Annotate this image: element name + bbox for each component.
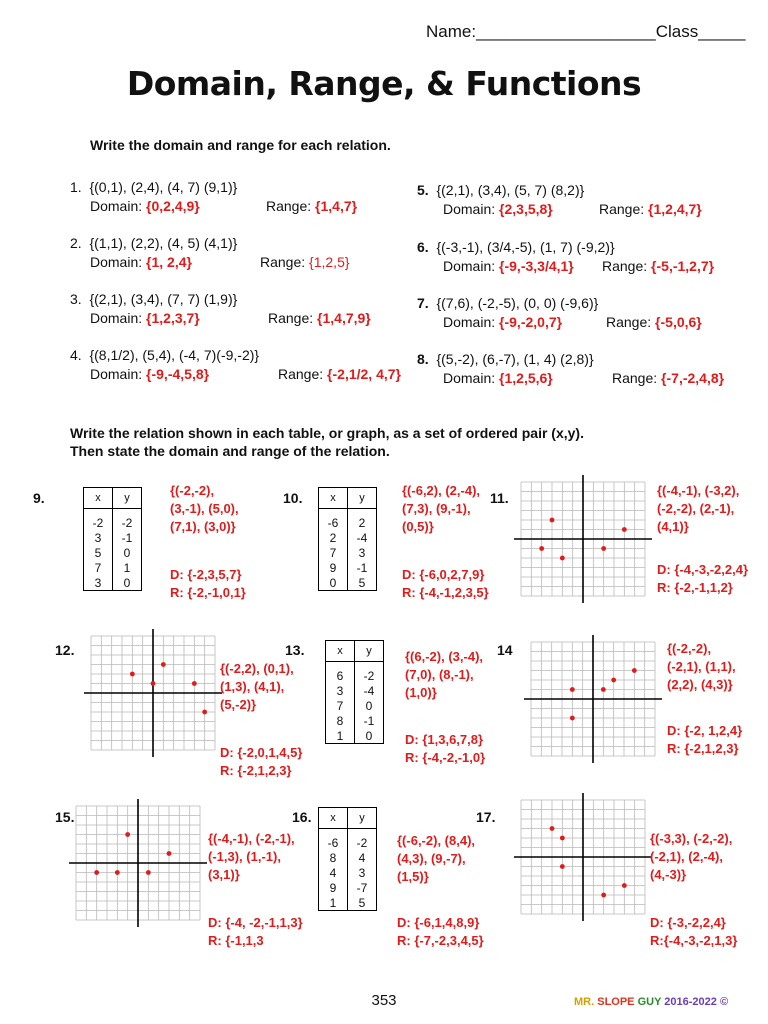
domain-range-answer — [402, 566, 489, 602]
plotted-point — [192, 681, 197, 686]
plotted-point — [622, 527, 627, 532]
domain-range-answer — [650, 914, 737, 950]
xy-table — [318, 487, 377, 591]
plotted-point — [560, 836, 565, 841]
range-label: Range: — [599, 201, 645, 217]
problem-5-domain — [443, 200, 553, 219]
table-row — [326, 728, 383, 743]
plotted-point — [146, 870, 151, 875]
table-row — [319, 509, 376, 531]
plotted-point — [130, 672, 135, 677]
x-cell: 3 — [84, 575, 113, 590]
domain-label: Domain: — [90, 366, 143, 382]
domain-answer: {-9,-2,0,7} — [499, 314, 563, 330]
table-row — [319, 895, 376, 910]
y-cell: 0 — [365, 728, 373, 743]
y-cell: 1 — [123, 560, 131, 575]
column-header-x: x — [84, 488, 113, 509]
problem-6-range — [602, 257, 714, 276]
answer-line: (4,-3)} — [650, 867, 687, 882]
section2-instruction-line2: Then state the domain and range of the relation. — [70, 443, 390, 459]
relation-answer — [650, 830, 732, 884]
problem-6-domain — [443, 257, 574, 276]
brand-guy: GUY — [637, 996, 662, 1008]
problem-3-relation — [70, 290, 237, 309]
plotted-point — [560, 864, 565, 869]
problem-number: 8. — [417, 351, 429, 367]
problem-number: 15. — [55, 809, 75, 825]
y-cell: 0 — [123, 545, 131, 560]
page-title: Domain, Range, & Functions — [126, 64, 642, 103]
graph-container — [83, 628, 223, 758]
xy-table — [318, 807, 377, 911]
problem-8-range — [612, 369, 724, 388]
table-row — [84, 509, 141, 531]
plotted-point — [622, 883, 627, 888]
relation-set: {(7,6), (-2,-5), (0, 0) (-9,6)} — [436, 295, 599, 311]
answer-line: (-1,3), (1,-1), — [208, 849, 281, 864]
y-cell: -7 — [356, 880, 368, 895]
plotted-point — [570, 716, 575, 721]
x-cell: 8 — [319, 850, 348, 865]
problem-8-domain — [443, 369, 553, 388]
range-answer: R: {-1,1,3 — [208, 933, 264, 948]
domain-answer: {1, 2,4} — [146, 254, 192, 270]
relation-set: {(1,1), (2,2), (4, 5) (4,1)} — [89, 235, 238, 251]
answer-line: (3,1)} — [208, 867, 240, 882]
range-answer: {-7,-2,4,8} — [661, 370, 725, 386]
relation-answer — [667, 640, 736, 694]
table-row — [319, 575, 376, 590]
range-label: Range: — [260, 254, 306, 270]
problem-number: 16. — [292, 809, 312, 825]
y-cell: -1 — [363, 713, 375, 728]
graph-container — [513, 792, 653, 922]
graph-container — [513, 474, 653, 604]
answer-line: (3,-1), (5,0), — [170, 501, 239, 516]
relation-set: {(5,-2), (6,-7), (1, 4) (2,8)} — [436, 351, 594, 367]
x-cell: 7 — [326, 698, 355, 713]
range-label: Range: — [606, 314, 652, 330]
column-header-x: x — [326, 641, 355, 662]
relation-answer — [657, 482, 739, 536]
range-answer: {1,2,4,7} — [648, 201, 702, 217]
y-cell: 0 — [365, 698, 373, 713]
range-answer: {1,4,7} — [315, 198, 358, 214]
domain-answer: D: {-2,0,1,4,5} — [220, 745, 303, 760]
column-header-x: x — [319, 488, 348, 509]
answer-line: {(-4,-1), (-2,-1), — [208, 831, 295, 846]
column-header-y: y — [355, 641, 384, 662]
problem-number: 14 — [497, 642, 513, 658]
table-row — [84, 530, 141, 545]
y-cell: 2 — [358, 515, 366, 530]
domain-range-answer — [170, 566, 246, 602]
coordinate-graph — [523, 634, 663, 764]
answer-line: {(-2,-2), — [667, 641, 712, 656]
y-cell: -1 — [121, 530, 133, 545]
plotted-point — [601, 546, 606, 551]
domain-answer: {-9,-4,5,8} — [146, 366, 210, 382]
plotted-point — [560, 556, 565, 561]
relation-set: {(8,1/2), (5,4), (-4, 7)(-9,-2)} — [89, 347, 260, 363]
answer-line: (4,3), (9,-7), — [397, 851, 466, 866]
table-row — [84, 560, 141, 575]
answer-line: {(-3,3), (-2,-2), — [650, 831, 733, 846]
brand-logo — [574, 996, 728, 1008]
problem-5-relation — [417, 181, 584, 200]
plotted-point — [167, 851, 172, 856]
relation-answer — [405, 648, 483, 702]
table-row — [326, 662, 383, 684]
table-row — [326, 713, 383, 728]
domain-range-answer — [405, 731, 485, 767]
coordinate-graph — [513, 474, 653, 604]
problem-number: 1. — [70, 179, 82, 195]
problem-2-range — [260, 253, 350, 272]
problem-4-domain — [90, 365, 209, 384]
section2-instruction-line1: Write the relation shown in each table, or graph, as a set of ordered pair (x,y). — [70, 425, 584, 441]
y-cell: -2 — [363, 668, 375, 683]
y-cell: 3 — [358, 545, 366, 560]
domain-answer: {1,2,5,6} — [499, 370, 553, 386]
range-answer: R: {-2,1,2,3} — [667, 741, 739, 756]
domain-answer: {-9,-3,3/4,1} — [499, 258, 574, 274]
table-container — [318, 807, 377, 911]
table-container — [83, 487, 142, 591]
problem-2-domain — [90, 253, 192, 272]
domain-range-answer — [220, 744, 302, 780]
domain-label: Domain: — [90, 254, 143, 270]
x-cell: -6 — [319, 829, 348, 851]
domain-range-answer — [667, 722, 742, 758]
problem-7-domain — [443, 313, 562, 332]
problem-number: 17. — [476, 809, 496, 825]
domain-answer: {2,3,5,8} — [499, 201, 553, 217]
range-answer: R: {-2,1,2,3} — [220, 763, 292, 778]
answer-line: {(-6,2), (2,-4), — [402, 483, 481, 498]
range-label: Range: — [602, 258, 648, 274]
answer-line: (1,3), (4,1), — [220, 679, 285, 694]
problem-1-range — [266, 197, 357, 216]
domain-label: Domain: — [443, 258, 496, 274]
domain-answer: D: {-2,3,5,7} — [170, 567, 242, 582]
name-class-line: Name:___________________Class_____ — [426, 22, 746, 41]
domain-answer: {0,2,4,9} — [146, 198, 200, 214]
domain-label: Domain: — [90, 310, 143, 326]
x-cell: 3 — [326, 683, 355, 698]
x-cell: 9 — [319, 560, 348, 575]
problem-number: 11. — [490, 490, 509, 506]
table-row — [319, 865, 376, 880]
domain-answer: {1,2,3,7} — [146, 310, 200, 326]
problem-number: 7. — [417, 295, 429, 311]
range-answer: {-2,1/2, 4,7} — [327, 366, 401, 382]
section1-instruction: Write the domain and range for each relation. — [90, 137, 391, 153]
table-row — [84, 575, 141, 590]
answer-line: (1,0)} — [405, 685, 437, 700]
x-cell: 7 — [84, 560, 113, 575]
problem-1-domain — [90, 197, 200, 216]
answer-line: (4,1)} — [657, 519, 689, 534]
answer-line: (-2,1), (1,1), — [667, 659, 736, 674]
domain-answer: D: {-6,0,2,7,9} — [402, 567, 485, 582]
problem-2-relation — [70, 234, 237, 253]
x-cell: 8 — [326, 713, 355, 728]
coordinate-graph — [513, 792, 653, 922]
y-cell: 5 — [358, 895, 366, 910]
problem-number: 6. — [417, 239, 429, 255]
xy-table — [83, 487, 142, 591]
y-cell: 4 — [358, 850, 366, 865]
answer-line: {(-2,2), (0,1), — [220, 661, 294, 676]
problem-4-range — [278, 365, 401, 384]
x-cell: 1 — [319, 895, 348, 910]
range-answer: {1,2,5} — [309, 254, 350, 270]
problem-3-range — [268, 309, 371, 328]
domain-range-answer — [397, 914, 484, 950]
problem-number: 4. — [70, 347, 82, 363]
plotted-point — [550, 518, 555, 523]
plotted-point — [94, 870, 99, 875]
graph-container — [68, 798, 208, 928]
answer-line: (7,3), (9,-1), — [402, 501, 471, 516]
column-header-y: y — [113, 488, 142, 509]
y-cell: 0 — [123, 575, 131, 590]
range-answer: R: {-2,-1,1,2} — [657, 580, 733, 595]
domain-answer: D: {-3,-2,2,4} — [650, 915, 726, 930]
range-answer: {1,4,7,9} — [317, 310, 371, 326]
answer-line: {(-4,-1), (-3,2), — [657, 483, 740, 498]
x-cell: 2 — [319, 530, 348, 545]
relation-answer — [208, 830, 295, 884]
range-answer: R: {-4,-1,2,3,5} — [402, 585, 489, 600]
plotted-point — [161, 662, 166, 667]
problem-number: 3. — [70, 291, 82, 307]
plotted-point — [570, 687, 575, 692]
range-label: Range: — [268, 310, 314, 326]
range-label: Range: — [278, 366, 324, 382]
plotted-point — [151, 681, 156, 686]
domain-answer: D: {-2, 1,2,4} — [667, 723, 743, 738]
y-cell: -4 — [363, 683, 375, 698]
domain-label: Domain: — [443, 201, 496, 217]
plotted-point — [539, 546, 544, 551]
problem-number: 10. — [283, 490, 303, 506]
table-row — [319, 880, 376, 895]
answer-line: (-2,1), (2,-4), — [650, 849, 723, 864]
problem-7-range — [606, 313, 702, 332]
range-label: Range: — [612, 370, 658, 386]
problem-number: 9. — [33, 490, 45, 506]
domain-answer: D: {-6,1,4,8,9} — [397, 915, 480, 930]
answer-line: (7,0), (8,-1), — [405, 667, 474, 682]
answer-line: (5,-2)} — [220, 697, 257, 712]
brand-years: 2016-2022 © — [664, 996, 729, 1008]
brand-slope: SLOPE — [597, 996, 635, 1008]
x-cell: 7 — [319, 545, 348, 560]
problem-7-relation — [417, 294, 598, 313]
x-cell: 6 — [326, 662, 355, 684]
y-cell: -1 — [356, 560, 368, 575]
plotted-point — [601, 687, 606, 692]
relation-set: {(2,1), (3,4), (5, 7) (8,2)} — [436, 182, 585, 198]
column-header-y: y — [348, 808, 377, 829]
domain-answer: D: {1,3,6,7,8} — [405, 732, 484, 747]
problem-5-range — [599, 200, 702, 219]
problem-8-relation — [417, 350, 594, 369]
x-cell: 4 — [319, 865, 348, 880]
table-row — [319, 545, 376, 560]
range-answer: R: {-2,-1,0,1} — [170, 585, 246, 600]
plotted-point — [125, 832, 130, 837]
problem-number: 12. — [55, 642, 75, 658]
table-row — [326, 698, 383, 713]
domain-label: Domain: — [90, 198, 143, 214]
xy-table — [325, 640, 384, 744]
table-row — [326, 683, 383, 698]
problem-4-relation — [70, 346, 259, 365]
plotted-point — [601, 893, 606, 898]
plotted-point — [632, 668, 637, 673]
coordinate-graph — [83, 628, 223, 758]
range-answer: R: {-4,-2,-1,0} — [405, 750, 486, 765]
answer-line: (7,1), (3,0)} — [170, 519, 236, 534]
graph-container — [523, 634, 663, 764]
table-row — [319, 560, 376, 575]
y-cell: 3 — [358, 865, 366, 880]
y-cell: -2 — [356, 835, 368, 850]
table-row — [319, 829, 376, 851]
table-row — [319, 530, 376, 545]
x-cell: -6 — [319, 509, 348, 531]
range-answer: {-5,-1,2,7} — [651, 258, 715, 274]
problem-number: 5. — [417, 182, 429, 198]
y-cell: 5 — [358, 575, 366, 590]
answer-line: {(-6,-2), (8,4), — [397, 833, 476, 848]
brand-mr: MR. — [574, 996, 595, 1008]
problem-number: 13. — [285, 642, 305, 658]
relation-answer — [170, 482, 239, 536]
answer-line: (0,5)} — [402, 519, 434, 534]
answer-line: (-2,-2), (2,-1), — [657, 501, 735, 516]
domain-range-answer — [208, 914, 303, 950]
answer-line: (1,5)} — [397, 869, 429, 884]
table-row — [319, 850, 376, 865]
plotted-point — [202, 710, 207, 715]
problem-6-relation — [417, 238, 615, 257]
problem-number: 2. — [70, 235, 82, 251]
answer-line: (2,2), (4,3)} — [667, 677, 733, 692]
range-answer: R:{-4,-3,-2,1,3} — [650, 933, 738, 948]
y-cell: -2 — [121, 515, 133, 530]
relation-answer — [220, 660, 294, 714]
plotted-point — [115, 870, 120, 875]
x-cell: 9 — [319, 880, 348, 895]
relation-set: {(-3,-1), (3/4,-5), (1, 7) (-9,2)} — [436, 239, 615, 255]
coordinate-graph — [68, 798, 208, 928]
column-header-y: y — [348, 488, 377, 509]
y-cell: -4 — [356, 530, 368, 545]
table-container — [318, 487, 377, 591]
relation-set: {(2,1), (3,4), (7, 7) (1,9)} — [89, 291, 238, 307]
domain-answer: D: {-4,-3,-2,2,4} — [657, 562, 749, 577]
range-answer: {-5,0,6} — [655, 314, 702, 330]
x-cell: 5 — [84, 545, 113, 560]
relation-answer — [402, 482, 480, 536]
range-answer: R: {-7,-2,3,4,5} — [397, 933, 484, 948]
domain-label: Domain: — [443, 314, 496, 330]
domain-label: Domain: — [443, 370, 496, 386]
x-cell: 1 — [326, 728, 355, 743]
x-cell: -2 — [84, 509, 113, 531]
domain-answer: D: {-4, -2,-1,1,3} — [208, 915, 303, 930]
page-number: 353 — [371, 992, 397, 1009]
plotted-point — [550, 826, 555, 831]
problem-1-relation — [70, 178, 237, 197]
answer-line: {(6,-2), (3,-4), — [405, 649, 484, 664]
plotted-point — [611, 678, 616, 683]
domain-range-answer — [657, 561, 748, 597]
answer-line: {(-2,-2), — [170, 483, 215, 498]
column-header-x: x — [319, 808, 348, 829]
relation-answer — [397, 832, 475, 886]
table-container — [325, 640, 384, 744]
range-label: Range: — [266, 198, 312, 214]
x-cell: 3 — [84, 530, 113, 545]
problem-3-domain — [90, 309, 200, 328]
table-row — [84, 545, 141, 560]
x-cell: 0 — [319, 575, 348, 590]
relation-set: {(0,1), (2,4), (4, 7) (9,1)} — [89, 179, 238, 195]
